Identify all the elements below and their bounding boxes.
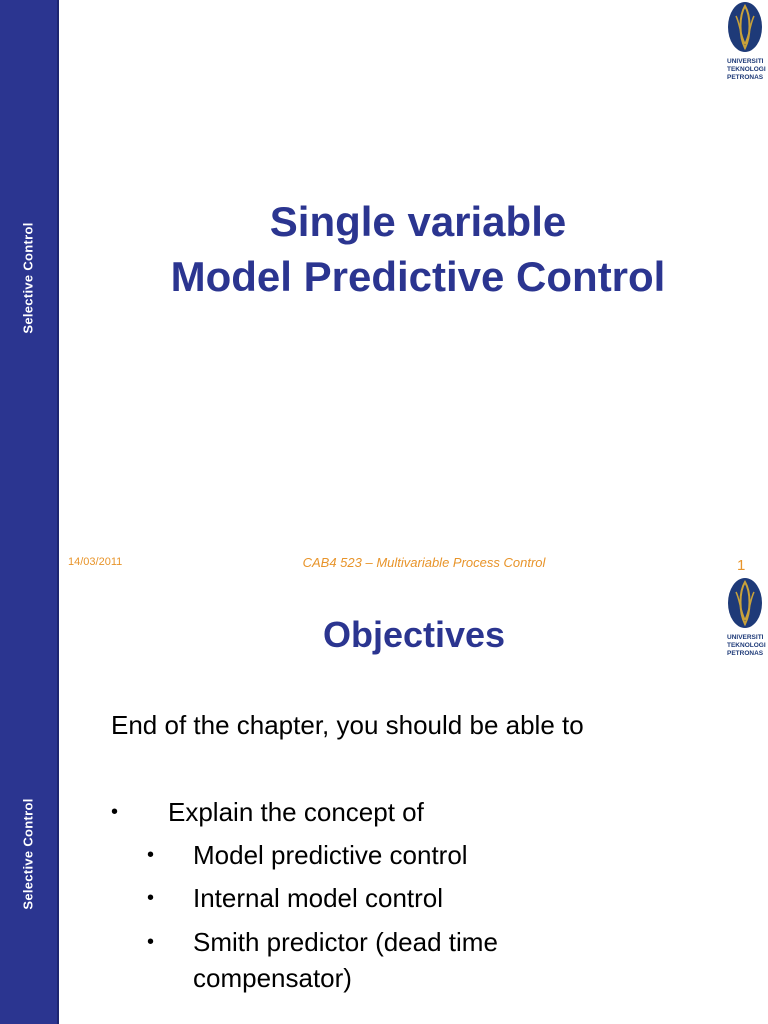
title-line-2: Model Predictive Control [170,253,666,300]
footer-date: 14/03/2011 [68,556,123,568]
bullet-marker: • [147,844,155,866]
footer-course: CAB4 523 – Multivariable Process Control [302,555,546,570]
sidebar-divider [57,576,59,1024]
logo-text-2: TEKNOLOGI [727,66,766,73]
logo-text-3: PETRONAS [727,74,764,81]
utp-logo-icon [726,576,768,660]
sidebar-divider [57,0,59,576]
bullet-text: Model predictive control [193,840,468,870]
bullet-text: Internal model control [193,883,444,913]
intro-text: End of the chapter, you should be able to [111,710,584,740]
bullet-text: Explain the concept of [168,797,424,827]
utp-logo-icon [726,0,768,84]
bullet-marker: • [111,801,119,823]
bullet-marker: • [147,931,155,953]
bullet-text-continued: compensator) [193,963,352,993]
logo-text-2: TEKNOLOGI [727,642,766,649]
slide-title [80,194,756,304]
sidebar-label: Selective Control [20,222,36,334]
bullet-marker: • [147,887,155,909]
bullet-text: Smith predictor (dead time [193,927,498,957]
slide-title: Objectives [322,614,506,655]
logo-text-1: UNIVERSITI [727,634,764,641]
page-number: 1 [737,557,746,574]
logo-text-3: PETRONAS [727,650,764,657]
sidebar-label: Selective Control [20,798,36,910]
logo-text-1: UNIVERSITI [727,58,764,65]
title-line-1: Single variable [269,198,567,245]
slide-2 [0,576,768,1024]
